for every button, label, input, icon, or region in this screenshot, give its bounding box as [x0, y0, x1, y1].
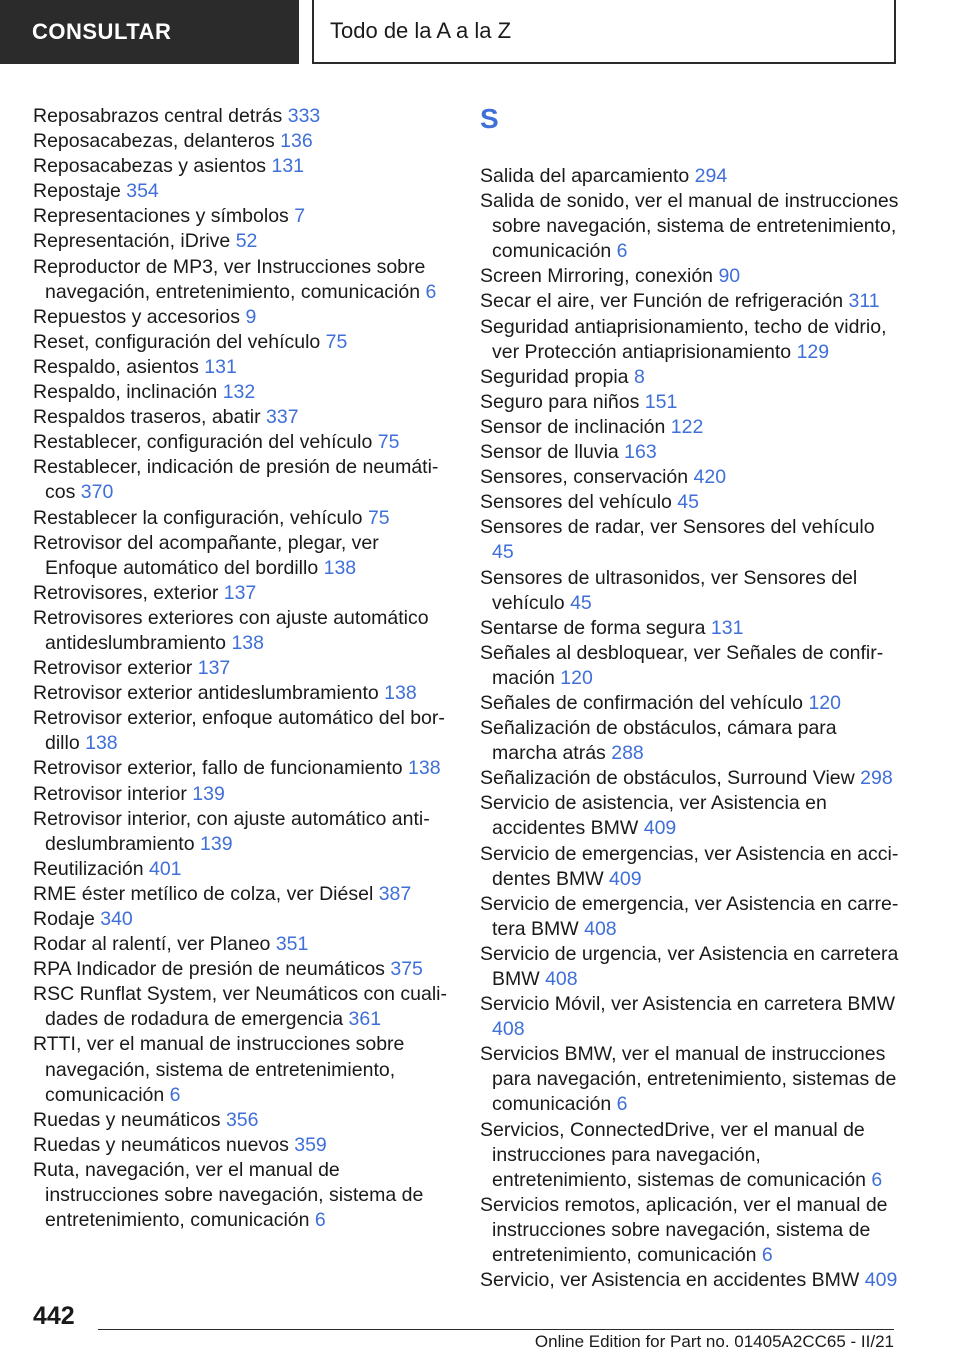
index-entry-term: Sentarse de forma segura [480, 616, 711, 639]
index-page-link[interactable]: 408 [492, 1018, 525, 1041]
index-page-link[interactable]: 138 [408, 757, 441, 780]
index-entry-term: Sensores, conservación [480, 466, 694, 489]
index-entry [33, 606, 453, 656]
index-entry-term: Repostaje [33, 180, 127, 203]
index-page-link[interactable]: 408 [545, 968, 578, 990]
index-page-link[interactable]: 137 [223, 581, 257, 604]
index-entry-term: Retrovisor exterior [33, 657, 198, 680]
index-entry [480, 716, 900, 766]
index-entry [480, 1118, 900, 1193]
index-entry [480, 641, 900, 691]
index-entry-term: RTTI, ver el manual de instrucciones sobre navegación, sistema de entretenimiento, comunicación [33, 1033, 405, 1106]
index-page-link[interactable]: 6 [169, 1083, 181, 1106]
index-entry-term: Servicios BMW, ver el manual de instrucciones para navegación, entretenimiento, sistemas de comunicación [480, 1043, 897, 1116]
index-entry-term: Retrovisor interior, con ajuste automático antideslumbramiento [33, 807, 430, 855]
index-entry [480, 992, 900, 1042]
index-column-left [33, 104, 453, 1233]
index-entry [33, 1158, 453, 1233]
index-entry [480, 440, 900, 465]
index-entry-term: Retrovisores, exterior [33, 581, 224, 604]
index-entry [33, 1108, 453, 1133]
index-entry-term: Señalización de obstáculos, cámara para marcha atrás [480, 717, 837, 765]
index-page-link[interactable]: 129 [796, 340, 830, 363]
index-entry [33, 455, 453, 505]
index-entry-term: Rodaje [33, 908, 101, 930]
index-entry-term: Salida de sonido, ver el manual de instrucciones sobre navegación, sistema de entretenimiento, comunicación [480, 190, 899, 263]
index-entry [33, 932, 453, 957]
index-entry-term: Ruedas y neumáticos [33, 1108, 226, 1131]
index-entry [33, 129, 453, 154]
index-entry-term: Servicio, ver Asistencia en accidentes BMW [480, 1269, 865, 1292]
index-entry-term: Reposacabezas, delanteros [33, 130, 281, 153]
index-entry-term: Servicio de emergencia, ver Asistencia en carretera BMW [480, 892, 899, 940]
index-entry [480, 490, 900, 515]
index-entry-term: Reproductor de MP3, ver Instrucciones sobre navegación, entretenimiento, comunicación [33, 255, 426, 303]
index-entry [33, 154, 453, 179]
index-entry [33, 531, 453, 581]
index-entry-term: Señales al desbloquear, ver Señales de confirmación [480, 641, 884, 689]
index-page-link[interactable]: 359 [294, 1133, 327, 1156]
index-page-link[interactable]: 6 [871, 1168, 883, 1191]
index-page-link[interactable]: 288 [611, 742, 644, 765]
index-entry [480, 616, 900, 641]
index-page-link[interactable]: 6 [616, 240, 628, 263]
index-page-link[interactable]: 138 [323, 556, 357, 579]
index-entry [480, 1193, 900, 1268]
index-column-right [480, 104, 900, 1293]
index-page-link[interactable]: 75 [367, 506, 390, 529]
index-entry-term: Servicio de emergencias, ver Asistencia en accidentes BMW [480, 842, 899, 890]
index-entry-term: Seguridad propia [480, 365, 634, 388]
index-page-link[interactable]: 375 [390, 958, 423, 981]
index-entry-term: Reset, configuración del vehículo [33, 330, 326, 353]
index-page-link[interactable]: 387 [378, 882, 412, 905]
index-entry [33, 857, 453, 882]
footer-divider [98, 1329, 894, 1330]
index-entry-term: Servicio de urgencia, ver Asistencia en carretera BMW [480, 942, 899, 990]
index-page-link[interactable]: 139 [200, 832, 233, 855]
index-entry [33, 104, 453, 129]
index-entry-term: Ruedas y neumáticos nuevos [33, 1133, 295, 1156]
index-entry [33, 405, 453, 430]
index-entry [33, 204, 453, 229]
index-entry [480, 1268, 900, 1293]
index-entry [33, 581, 453, 606]
index-page-link[interactable]: 409 [643, 817, 677, 840]
index-page-link[interactable]: 401 [148, 857, 182, 880]
index-entry [33, 681, 453, 706]
index-entry [33, 907, 453, 932]
index-entry-term: Salida del aparcamiento [480, 165, 695, 187]
index-page-link[interactable]: 131 [204, 355, 237, 378]
index-page-link[interactable]: 7 [294, 205, 306, 228]
index-entry-term: Servicios remotos, aplicación, ver el manual de instrucciones sobre navegación, sistema de entretenimiento, comunicación [480, 1193, 888, 1267]
index-page-link[interactable]: 8 [633, 365, 645, 388]
index-entry-term: Screen Mirroring, conexión [480, 265, 719, 288]
index-page-link[interactable]: 298 [860, 767, 893, 790]
index-entry-term: Servicio de asistencia, ver Asistencia en accidentes BMW [480, 792, 827, 840]
index-page-link[interactable]: 131 [271, 155, 305, 178]
index-letter-heading: S [480, 103, 499, 134]
index-entry-term: Retrovisor exterior, enfoque automático del bordillo [33, 707, 445, 755]
index-entry [33, 430, 453, 455]
index-entry [480, 842, 900, 892]
index-page-link[interactable]: 137 [197, 657, 231, 680]
index-page-link[interactable]: 337 [266, 406, 299, 429]
index-entry-term: Respaldo, inclinación [33, 381, 223, 404]
index-entry-term: Retrovisores exteriores con ajuste automático antideslumbramiento [33, 606, 429, 654]
index-page-link[interactable]: 408 [584, 917, 617, 940]
index-entry [480, 691, 900, 716]
index-entry [480, 365, 900, 390]
index-entry [480, 289, 900, 314]
index-entry [33, 1032, 453, 1107]
index-page-link[interactable]: 6 [425, 280, 437, 303]
index-page-link[interactable]: 370 [80, 481, 114, 504]
index-page-link[interactable]: 6 [761, 1244, 773, 1267]
page-header [0, 0, 960, 66]
index-page-link[interactable]: 311 [848, 290, 880, 313]
index-entry-term: Representaciones y símbolos [33, 205, 295, 228]
index-entry-term: Señales de confirmación del vehículo [480, 691, 809, 714]
index-page-link[interactable]: 136 [280, 130, 313, 153]
index-entry [480, 791, 900, 841]
index-page-link[interactable]: 340 [100, 908, 133, 930]
index-entry-term: Respaldos traseros, abatir [33, 406, 267, 429]
index-page-link[interactable]: 409 [864, 1269, 898, 1292]
index-page-link[interactable]: 122 [670, 415, 704, 438]
index-entry-term: Restablecer la configuración, vehículo [33, 506, 368, 529]
index-entry [33, 255, 453, 305]
index-entry [480, 515, 900, 565]
index-entry [33, 782, 453, 807]
index-page-link[interactable]: 333 [287, 105, 321, 127]
index-page-link[interactable]: 45 [570, 591, 592, 614]
index-entry [33, 355, 453, 380]
index-entry-term: Reutilización [33, 857, 149, 880]
index-entry [33, 1133, 453, 1158]
index-entry [480, 189, 900, 264]
index-page-link[interactable]: 120 [560, 666, 593, 689]
index-page-link[interactable]: 351 [275, 933, 309, 956]
index-entry [480, 390, 900, 415]
index-entry [33, 982, 453, 1032]
index-entry-term: Ruta, navegación, ver el manual de instrucciones sobre navegación, sistema de entretenimiento, comunicación [33, 1158, 424, 1232]
index-page-link[interactable]: 90 [718, 265, 741, 288]
index-entry-term: Reposacabezas y asientos [33, 155, 272, 178]
index-page-link[interactable]: 354 [126, 180, 159, 203]
index-entry [480, 942, 900, 992]
index-page-link[interactable]: 6 [616, 1093, 628, 1116]
index-page-link[interactable]: 163 [624, 441, 657, 464]
index-entry-term: Restablecer, configuración del vehículo [33, 431, 378, 454]
index-entry [33, 229, 453, 254]
section-tab: CONSULTAR [0, 0, 299, 64]
index-entry [33, 807, 453, 857]
index-entry-term: Restablecer, indicación de presión de neumáticos [33, 456, 439, 504]
index-entry [33, 305, 453, 330]
index-entry-term: Seguro para niños [480, 390, 645, 413]
index-entry-term: Sensores de ultrasonidos, ver Sensores del vehículo [480, 566, 858, 614]
index-page-link[interactable]: 131 [710, 616, 744, 639]
index-page-link[interactable]: 139 [192, 782, 225, 805]
index-entry-term: Retrovisor del acompañante, plegar, ver Enfoque automático del bordillo [33, 531, 379, 579]
page-number: 442 [33, 1302, 75, 1330]
index-entry-term: Sensores de radar, ver Sensores del vehículo [480, 516, 875, 539]
index-page-link[interactable]: 120 [808, 691, 841, 714]
index-entry [33, 706, 453, 756]
index-entry-term: Retrovisor exterior antideslumbramiento [33, 682, 385, 705]
index-entry [33, 957, 453, 982]
index-entry [33, 506, 453, 531]
index-entry-term: Sensor de inclinación [480, 415, 671, 438]
index-page-link[interactable]: 356 [225, 1108, 259, 1131]
index-entry-term: Retrovisor interior [33, 782, 193, 805]
index-entry-term: RPA Indicador de presión de neumáticos [33, 958, 391, 981]
index-entry [480, 465, 900, 490]
index-entry [480, 164, 900, 189]
index-entry [33, 756, 453, 781]
index-page-link[interactable]: 361 [348, 1008, 382, 1031]
index-entry-term: RSC Runflat System, ver Neumáticos con cualidades de rodadura de emergencia [33, 983, 447, 1031]
index-entry-term: Seguridad antiaprisionamiento, techo de vidrio, ver Protección antiaprisionamiento [480, 315, 887, 363]
index-page-link[interactable]: 294 [694, 165, 728, 187]
index-entry [480, 315, 900, 365]
index-entry [480, 1042, 900, 1117]
index-entry-term: Sensores del vehículo [480, 491, 678, 514]
index-entry-term: RME éster metílico de colza, ver Diésel [33, 882, 379, 905]
index-entry-term: Señalización de obstáculos, Surround View [480, 767, 861, 790]
index-entry [33, 179, 453, 204]
index-entry-term: Servicio Móvil, ver Asistencia en carretera BMW [480, 993, 896, 1016]
index-page-link[interactable]: 138 [384, 682, 417, 705]
index-entry-term: Servicios, ConnectedDrive, ver el manual de instrucciones para navegación, entretenimiento, sistemas de comunicación [480, 1118, 872, 1191]
index-entry-term: Sensor de lluvia [480, 441, 625, 464]
index-page-link[interactable]: 45 [677, 491, 699, 514]
index-entry-term: Rodar al ralentí, ver Planeo [33, 933, 276, 956]
index-entry [33, 656, 453, 681]
footer-edition-note: Online Edition for Part no. 01405A2CC65 - II/21 [534, 1332, 894, 1351]
index-entry-term: Repuestos y accesorios [33, 305, 246, 328]
index-page-link[interactable]: 132 [222, 381, 256, 404]
index-page-link[interactable]: 151 [644, 390, 678, 413]
index-page-link[interactable]: 138 [231, 631, 264, 654]
index-page-link[interactable]: 9 [245, 305, 257, 328]
index-entry [480, 892, 900, 942]
index-entry [480, 766, 900, 791]
index-entry-term: Reposabrazos central detrás [33, 105, 288, 127]
index-page-link[interactable]: 75 [377, 431, 400, 454]
index-page-link[interactable]: 75 [325, 330, 348, 353]
index-page-link[interactable]: 409 [609, 867, 642, 890]
index-page-link[interactable]: 6 [314, 1209, 326, 1232]
index-entry [480, 566, 900, 616]
index-page-link[interactable]: 420 [693, 466, 727, 489]
index-entry [33, 330, 453, 355]
index-entry [480, 415, 900, 440]
index-entry [33, 380, 453, 405]
index-entry-term: Respaldo, asientos [33, 355, 205, 378]
index-page-link[interactable]: 52 [235, 230, 258, 253]
index-entry [33, 882, 453, 907]
chapter-title: Todo de la A a la Z [312, 0, 896, 64]
index-page-link[interactable]: 138 [85, 732, 118, 755]
index-entry [480, 264, 900, 289]
index-page-link[interactable]: 45 [492, 541, 514, 564]
index-entry-term: Retrovisor exterior, fallo de funcionamiento [33, 757, 409, 780]
index-entry-term: Representación, iDrive [33, 230, 236, 253]
index-entry-term: Secar el aire, ver Función de refrigeración [480, 290, 849, 313]
